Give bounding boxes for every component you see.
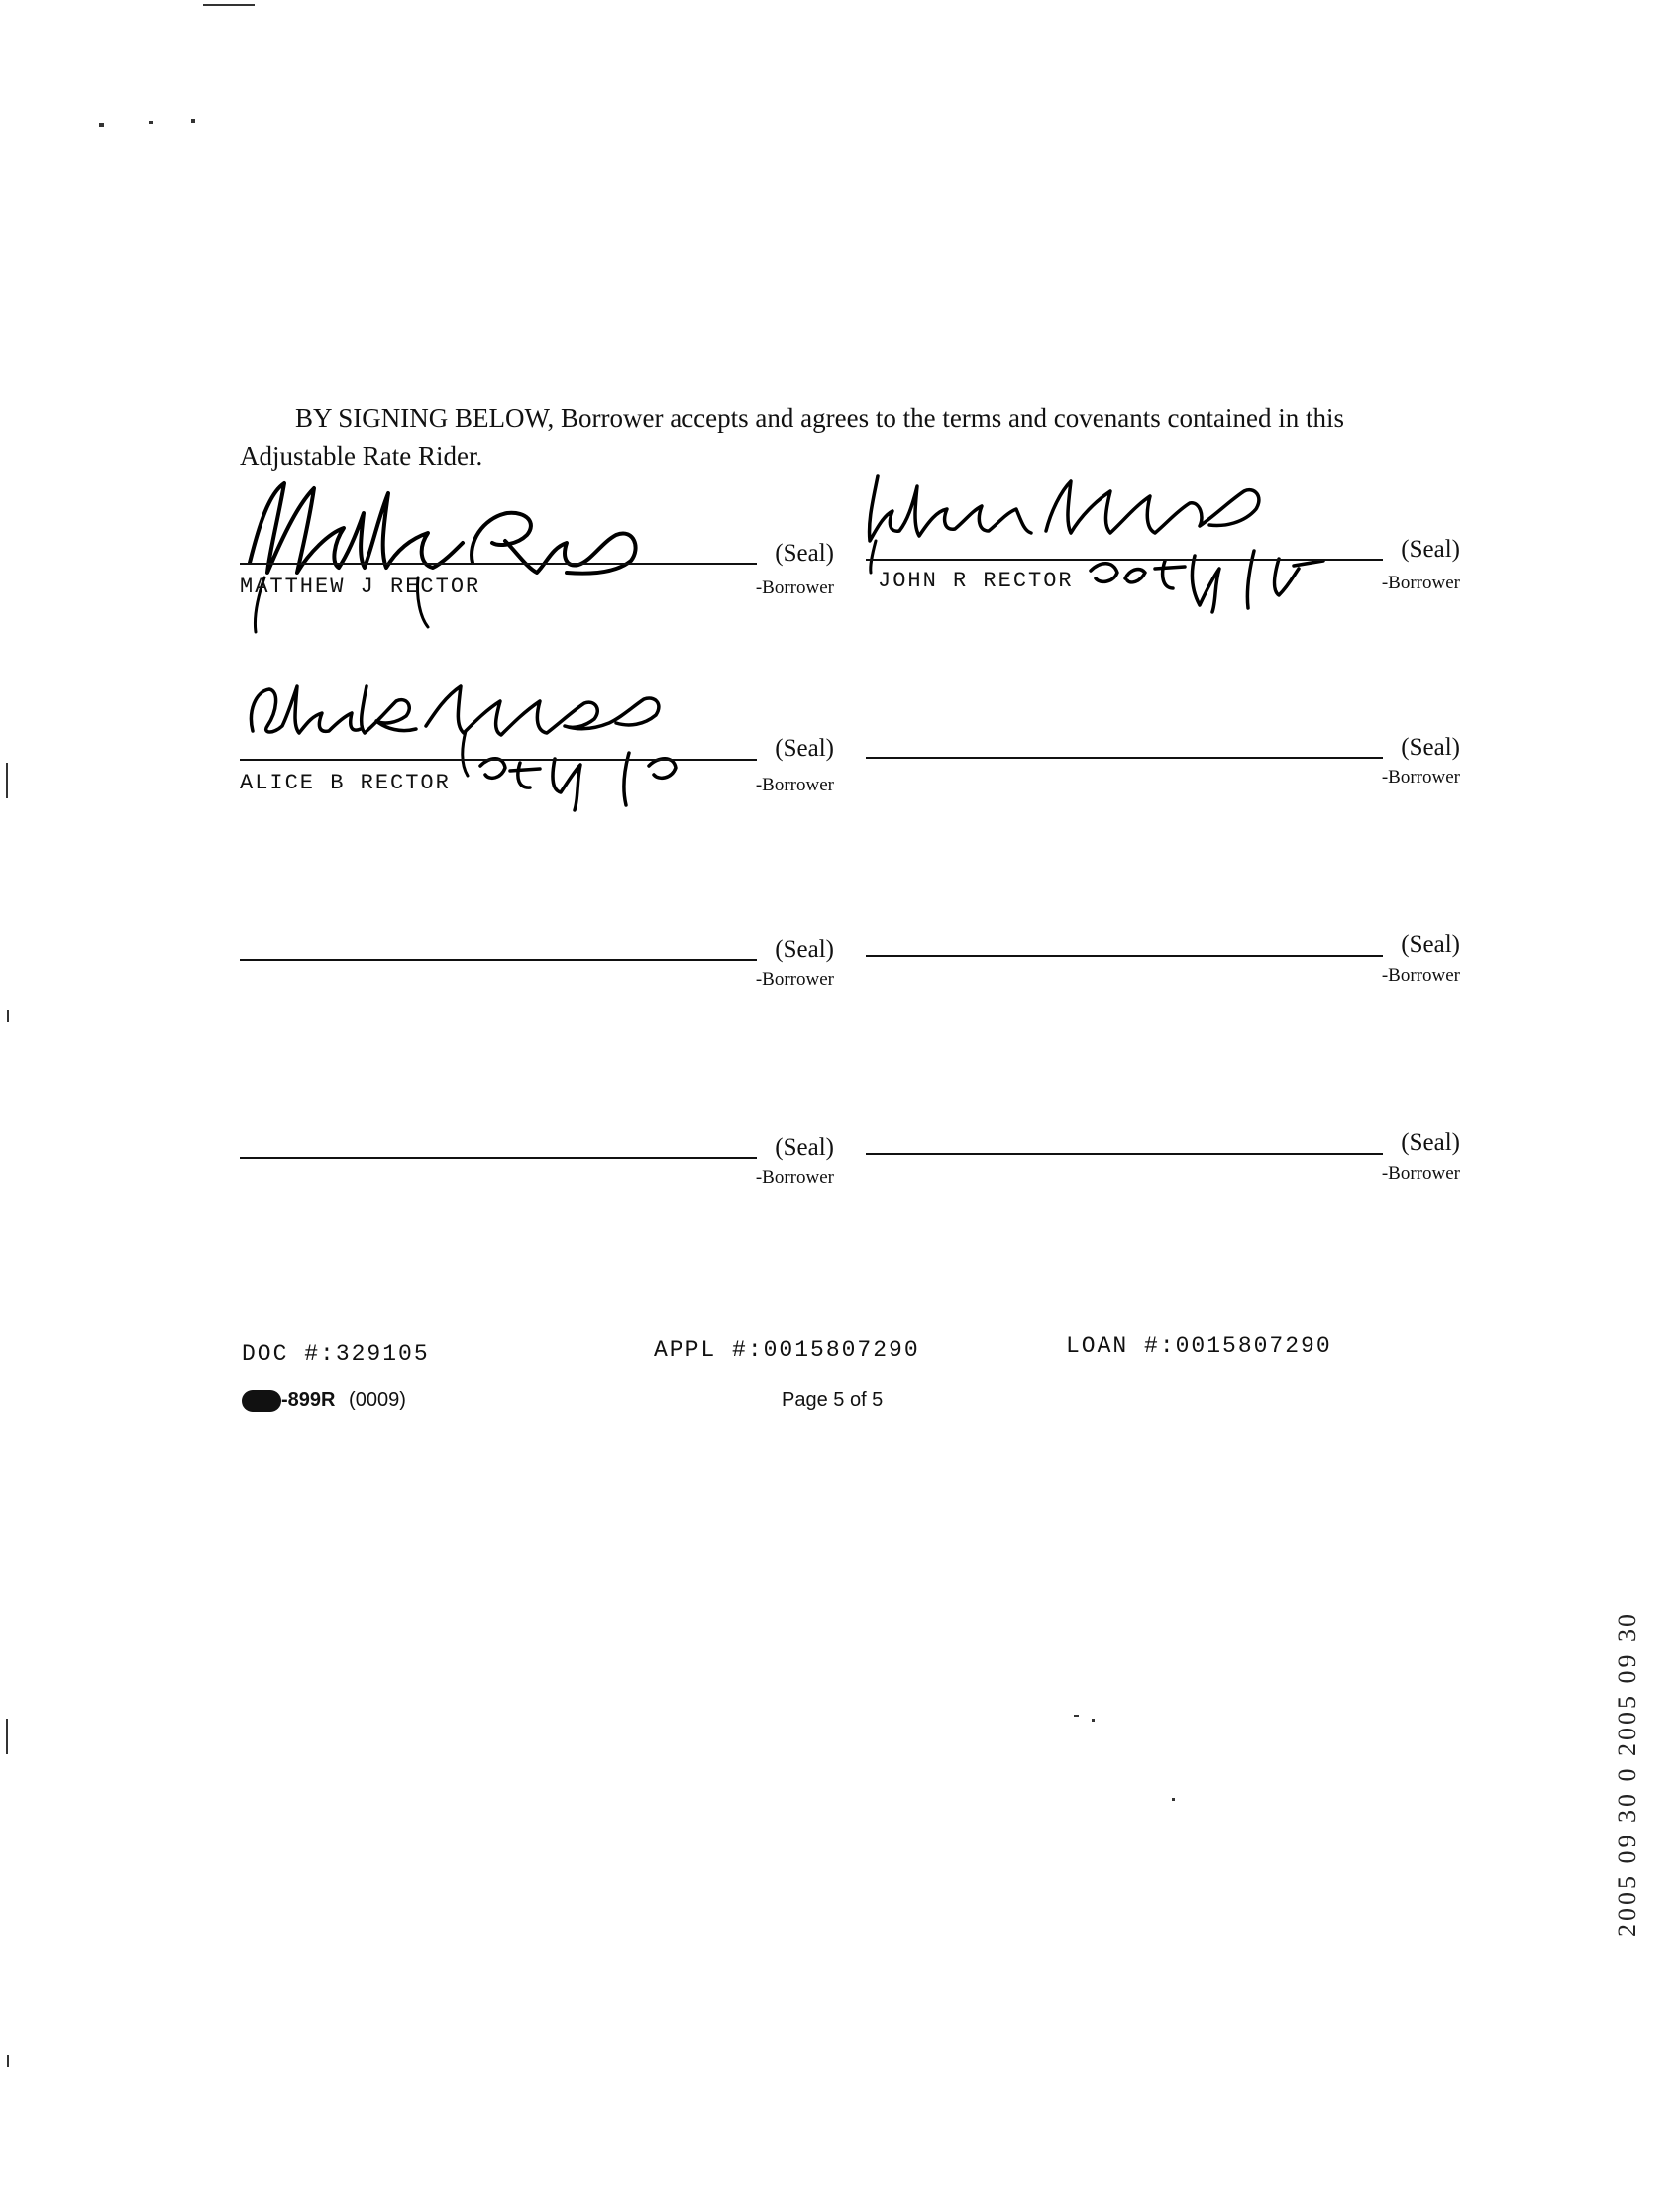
side-stamp-text: 2005 09 30 0 2005 09 30 — [1613, 1611, 1641, 1937]
scan-mark — [7, 1010, 9, 1022]
scan-mark — [1172, 1798, 1175, 1801]
signature-block-6 — [866, 878, 1460, 997]
borrower-label: -Borrower — [755, 1167, 834, 1188]
seal-label: (Seal) — [1401, 1129, 1460, 1156]
borrower-typed-name: MATTHEW J RECTOR — [240, 575, 481, 599]
form-identifier — [242, 1389, 406, 1412]
borrower-typed-name: ALICE B RECTOR — [240, 771, 451, 795]
scan-mark — [6, 1719, 8, 1754]
page-number: Page 5 of 5 — [782, 1389, 884, 1411]
scan-mark — [99, 123, 104, 127]
seal-label: (Seal) — [1401, 536, 1460, 563]
intro-continuation: Adjustable Rate Rider. — [240, 441, 483, 471]
signature-block-7 — [240, 1078, 834, 1197]
handwritten-signature-3 — [238, 672, 763, 840]
doc-number: DOC #:329105 — [242, 1341, 430, 1367]
borrower-label: -Borrower — [1381, 767, 1460, 787]
borrower-label: -Borrower — [755, 775, 834, 795]
signature-block-2 — [866, 481, 1460, 600]
borrower-typed-name: JOHN R RECTOR — [878, 569, 1074, 593]
signature-block-3 — [240, 683, 834, 802]
scan-mark — [191, 119, 195, 123]
seal-label: (Seal) — [775, 735, 834, 762]
side-stamp — [1613, 1580, 1642, 1937]
seal-label: (Seal) — [775, 1134, 834, 1161]
signature-block-1 — [240, 485, 834, 604]
scan-mark — [1092, 1719, 1095, 1722]
scan-mark — [6, 763, 8, 798]
vmp-logo — [242, 1390, 281, 1412]
scan-mark — [7, 2055, 9, 2067]
scan-mark — [1074, 1715, 1079, 1717]
seal-label: (Seal) — [1401, 734, 1460, 761]
form-number: -899R — [281, 1389, 336, 1411]
scan-mark — [149, 121, 153, 124]
signature-block-8 — [866, 1074, 1460, 1193]
signature-block-4 — [866, 680, 1460, 798]
signature-block-5 — [240, 880, 834, 998]
borrower-label: -Borrower — [1381, 573, 1460, 593]
seal-label: (Seal) — [775, 540, 834, 567]
seal-label: (Seal) — [1401, 931, 1460, 958]
intro-lead: BY SIGNING BELOW, Borrower accepts and agrees to the terms and covenants contained in this — [295, 403, 1344, 433]
borrower-label: -Borrower — [1381, 1163, 1460, 1184]
form-code: (0009) — [349, 1389, 406, 1411]
borrower-label: -Borrower — [1381, 965, 1460, 986]
borrower-label: -Borrower — [755, 969, 834, 990]
scan-mark — [203, 4, 255, 6]
appl-number: APPL #:0015807290 — [654, 1337, 920, 1363]
handwritten-signature-2 — [858, 462, 1353, 620]
loan-number: LOAN #:0015807290 — [1066, 1333, 1332, 1359]
borrower-label: -Borrower — [755, 577, 834, 598]
seal-label: (Seal) — [775, 936, 834, 963]
